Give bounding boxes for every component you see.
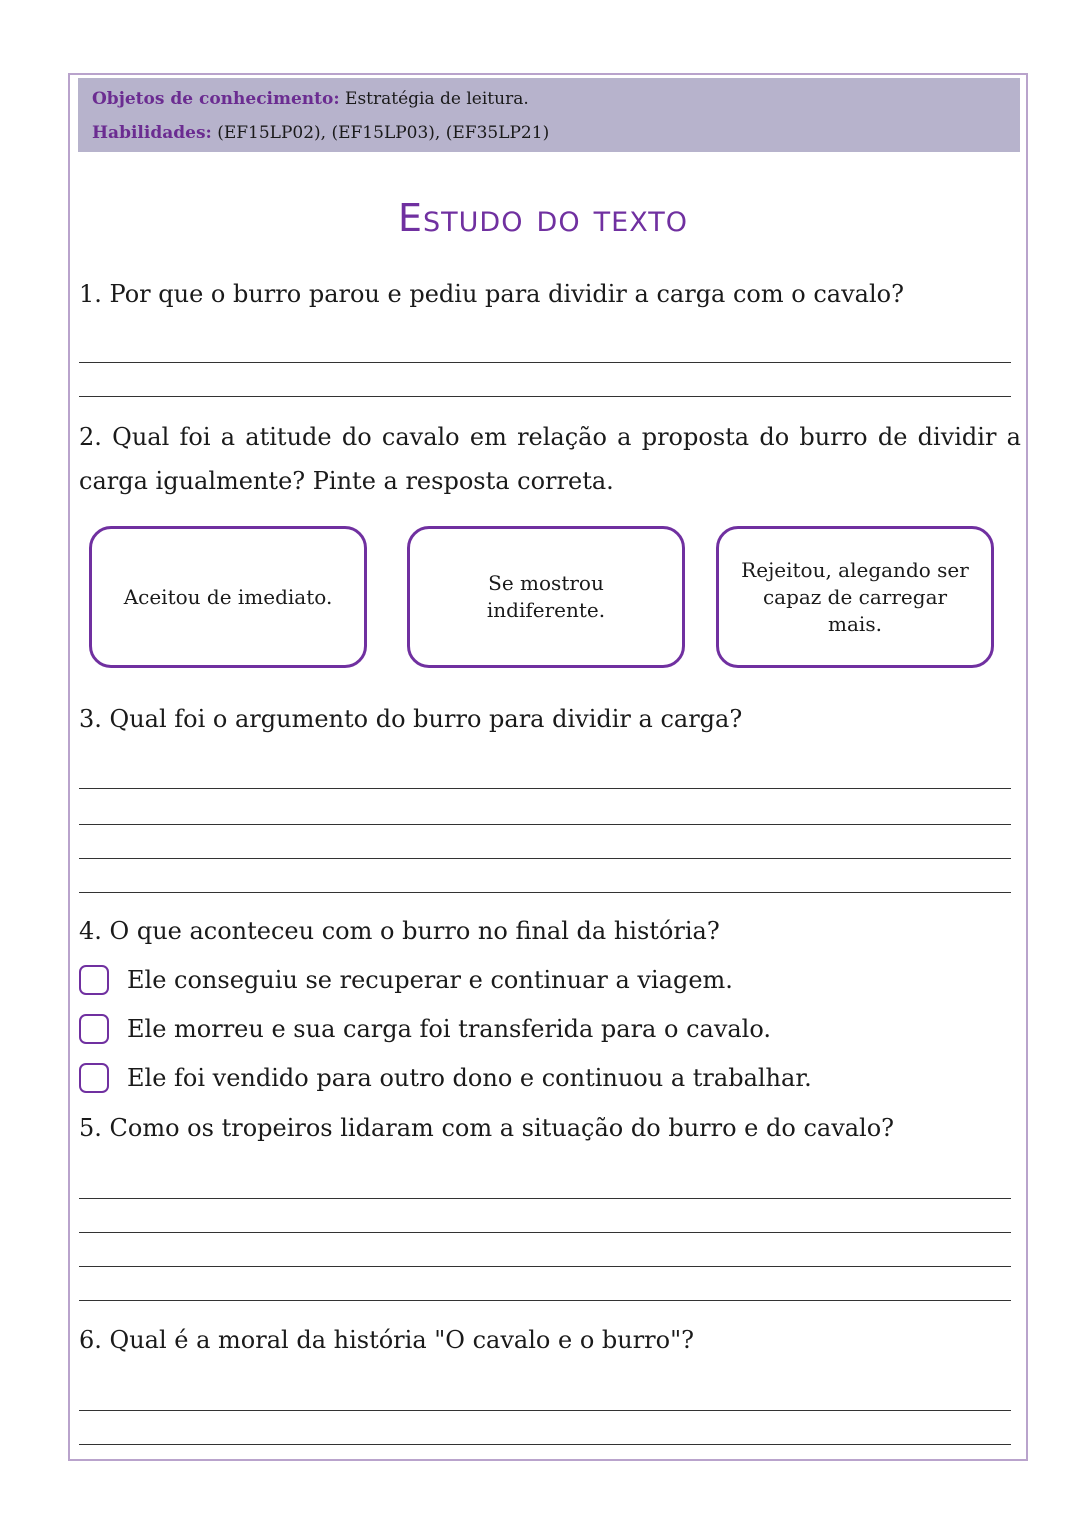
checkbox[interactable]	[79, 965, 109, 995]
objetos-value: Estratégia de leitura.	[339, 89, 529, 109]
checkbox-option-1[interactable]	[79, 962, 733, 998]
objetos-line	[92, 86, 1006, 112]
habilidades-label: Habilidades:	[92, 123, 212, 143]
answer-line[interactable]	[79, 1410, 1011, 1411]
answer-line[interactable]	[79, 788, 1011, 789]
checkbox-option-2[interactable]	[79, 1011, 771, 1047]
checkbox-label: Ele foi vendido para outro dono e continuou a trabalhar.	[127, 1064, 812, 1092]
question-5: 5. Como os tropeiros lidaram com a situação do burro e do cavalo?	[79, 1114, 895, 1142]
question-1: 1. Por que o burro parou e pediu para dividir a carga com o cavalo?	[79, 280, 904, 308]
checkbox[interactable]	[79, 1014, 109, 1044]
page-title: Estudo do texto	[398, 196, 688, 240]
answer-line[interactable]	[79, 1300, 1011, 1301]
question-3: 3. Qual foi o argumento do burro para dividir a carga?	[79, 705, 743, 733]
answer-line[interactable]	[79, 892, 1011, 893]
checkbox-label: Ele morreu e sua carga foi transferida para o cavalo.	[127, 1015, 772, 1043]
answer-line[interactable]	[79, 824, 1011, 825]
answer-option-1[interactable]: Aceitou de imediato.	[89, 526, 367, 668]
answer-line[interactable]	[79, 1444, 1011, 1445]
checkbox-label: Ele conseguiu se recuperar e continuar a viagem.	[127, 966, 733, 994]
question-4: 4. O que aconteceu com o burro no final da história?	[79, 917, 720, 945]
question-6: 6. Qual é a moral da história "O cavalo e o burro"?	[79, 1326, 695, 1354]
checkbox-option-3[interactable]	[79, 1060, 812, 1096]
answer-line[interactable]	[79, 1266, 1011, 1267]
objetos-label: Objetos de conhecimento:	[92, 89, 340, 109]
answer-line[interactable]	[79, 362, 1011, 363]
answer-option-2[interactable]: Se mostrou indiferente.	[407, 526, 685, 668]
answer-line[interactable]	[79, 396, 1011, 397]
answer-line[interactable]	[79, 858, 1011, 859]
habilidades-value: (EF15LP02), (EF15LP03), (EF35LP21)	[211, 123, 550, 143]
answer-line[interactable]	[79, 1232, 1011, 1233]
answer-option-3[interactable]: Rejeitou, alegando ser capaz de carregar mais.	[716, 526, 994, 668]
header-box	[78, 78, 1020, 152]
question-2: 2. Qual foi a atitude do cavalo em relação a proposta do burro de dividir a carga igualmente? Pinte a resposta correta.	[79, 423, 1021, 495]
checkbox[interactable]	[79, 1063, 109, 1093]
habilidades-line	[92, 120, 1006, 146]
answer-line[interactable]	[79, 1198, 1011, 1199]
